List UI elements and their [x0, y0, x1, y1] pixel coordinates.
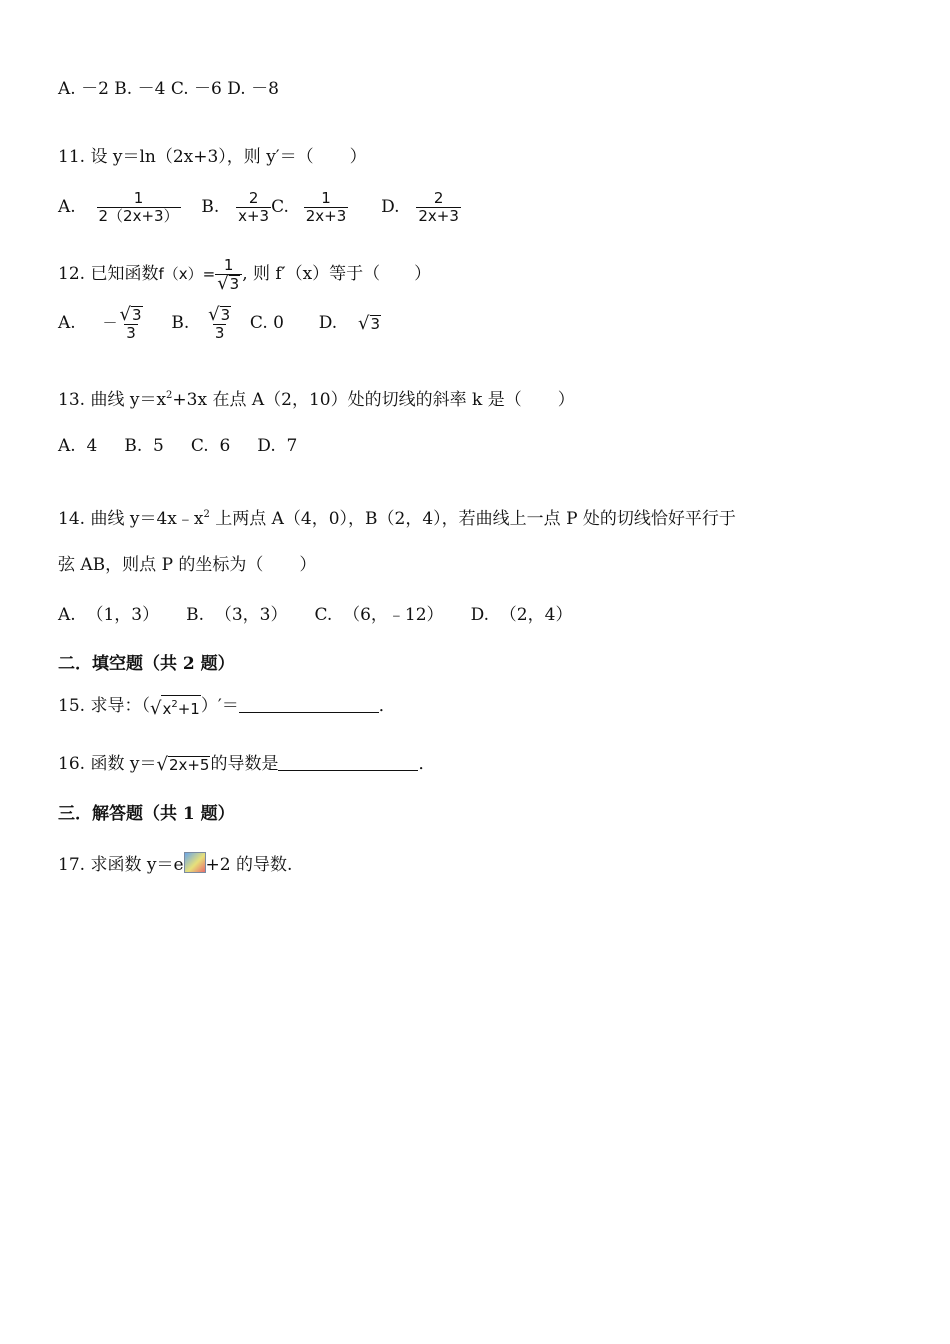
section-2-title: [58, 652, 235, 676]
broken-image-icon: [184, 852, 206, 873]
q12-stem-close: ）: [414, 264, 432, 284]
q13-stem-text: 13. 曲线 y＝x: [58, 390, 167, 410]
sqrt: [119, 303, 143, 325]
q17-stem-text: 17. 求函数 y＝e: [58, 855, 184, 875]
q11-option-b-fraction: [236, 190, 271, 225]
q14-stem-line2: [58, 553, 316, 577]
q16-end: ．: [418, 754, 436, 774]
q12-option-a-sign: －: [102, 314, 118, 332]
q12-option-a-fraction: [118, 303, 145, 342]
radicand: 3: [370, 314, 381, 333]
fraction-numerator: [206, 303, 233, 325]
q11-option-d-fraction: [416, 190, 461, 225]
radical-sign-icon: √: [217, 272, 229, 294]
radical-sign-icon: √: [119, 303, 131, 325]
q12-option-d-label: D.: [318, 313, 338, 333]
q12-stem: [58, 254, 431, 294]
radical-sign-icon: √: [149, 698, 162, 719]
q11-stem: [58, 145, 367, 169]
q10-options: [58, 77, 279, 101]
q12-options: [58, 301, 381, 345]
fraction-denominator: 2x+3: [305, 207, 347, 225]
q15-radicand-rest: +1: [177, 700, 200, 718]
q16: [58, 752, 435, 776]
q16-answer-blank[interactable]: [278, 754, 418, 771]
q12-option-b-label: B.: [171, 313, 190, 333]
q11-stem-close: ）: [349, 147, 367, 167]
q12-function-fraction: [215, 257, 242, 293]
q12-function: f（x）=: [158, 265, 216, 283]
q17: [58, 852, 292, 877]
q12-option-d-sqrt: [358, 312, 381, 334]
q12-stem-text: 12. 已知函数: [58, 264, 159, 284]
q11-option-b-label: B.: [201, 197, 220, 217]
q15-sqrt: [150, 695, 201, 718]
q17-stem-rest: +2 的导数.: [205, 855, 293, 875]
q15: [58, 690, 396, 722]
sqrt: [217, 272, 240, 294]
q11-options: [58, 188, 461, 226]
radicand: 2x+5: [168, 755, 210, 774]
q11-stem-text: 11. 设 y＝ln（2x+3），则 y′＝（: [58, 147, 314, 167]
fraction-numerator: 2: [433, 189, 444, 207]
q10-options-text: A. －2 B. －4 C. －6 D. －8: [58, 79, 279, 99]
q14-stem-rest: 上两点 A（4，0），B（2，4），若曲线上一点 P 处的切线恰好平行于: [209, 509, 736, 529]
radicand: 3: [132, 305, 142, 324]
fraction-numerator: 1: [223, 255, 234, 274]
q14-stem: [58, 503, 736, 531]
fraction-denominator: 2（2x+3）: [98, 207, 179, 225]
fraction-numerator: [118, 303, 145, 325]
fraction-denominator: 3: [214, 323, 225, 342]
fraction-denominator: x+3: [238, 207, 270, 225]
q13-stem: [58, 384, 575, 412]
radicand: [161, 695, 200, 718]
q11-option-d-label: D.: [381, 197, 400, 217]
q14-stem-line2-text: 弦 AB，则点 P 的坐标为（: [58, 555, 264, 575]
q13-options-text: A. 4 B. 5 C. 6 D. 7: [58, 436, 298, 456]
q15-answer-blank[interactable]: [239, 696, 379, 713]
q11-option-c-fraction: [304, 190, 349, 225]
radical-sign-icon: √: [156, 753, 168, 775]
q11-option-a-label: A.: [58, 197, 76, 217]
q14-options-text: A. （1，3） B. （3，3） C. （6，﹣12） D. （2，4）: [58, 605, 573, 625]
fraction-numerator: 2: [248, 189, 259, 207]
section-3-title-text: 三．解答题（共 1 题）: [58, 804, 235, 824]
section-2-title-text: 二．填空题（共 2 题）: [58, 654, 235, 674]
q15-exponent: 2: [171, 699, 178, 710]
fraction-denominator: [215, 274, 242, 293]
q12-stem-rest: , 则 f′（x）等于（: [242, 264, 381, 284]
q15-stem-text: 15. 求导：（: [58, 696, 150, 716]
radicand: 3: [220, 305, 231, 324]
q13-stem-close: ）: [557, 390, 575, 410]
q15-end: ．: [378, 696, 396, 716]
q15-radicand-base: x: [162, 700, 172, 718]
q13-options: [58, 434, 297, 458]
radical-sign-icon: √: [208, 303, 220, 325]
sqrt: [208, 303, 231, 325]
q15-stem-rest: ）′＝: [200, 696, 239, 716]
q16-sqrt: [156, 753, 210, 775]
section-3-title: [58, 802, 235, 826]
radicand: 3: [229, 274, 240, 293]
q14-exponent: 2: [203, 509, 210, 520]
q13-exponent: 2: [166, 390, 173, 401]
q14-stem-close: ）: [299, 555, 317, 575]
fraction-numerator: 1: [133, 189, 144, 207]
q14-stem-text: 14. 曲线 y＝4x﹣x: [58, 509, 204, 529]
q12-option-a-label: A.: [58, 313, 76, 333]
radical-sign-icon: √: [358, 312, 370, 334]
q12-option-b-fraction: [206, 303, 233, 342]
q16-stem-text: 16. 函数 y＝: [58, 754, 157, 774]
fraction-denominator: 3: [126, 323, 136, 342]
q13-stem-rest: +3x 在点 A（2，10）处的切线的斜率 k 是（: [172, 390, 522, 410]
fraction-numerator: 1: [321, 189, 331, 207]
q11-option-c-label: C.: [271, 197, 289, 217]
q14-options: [58, 603, 572, 627]
q11-option-a-fraction: [97, 190, 181, 225]
q12-option-c: C. 0: [249, 313, 284, 333]
q16-stem-rest: 的导数是: [210, 754, 279, 774]
fraction-denominator: 2x+3: [418, 207, 459, 225]
